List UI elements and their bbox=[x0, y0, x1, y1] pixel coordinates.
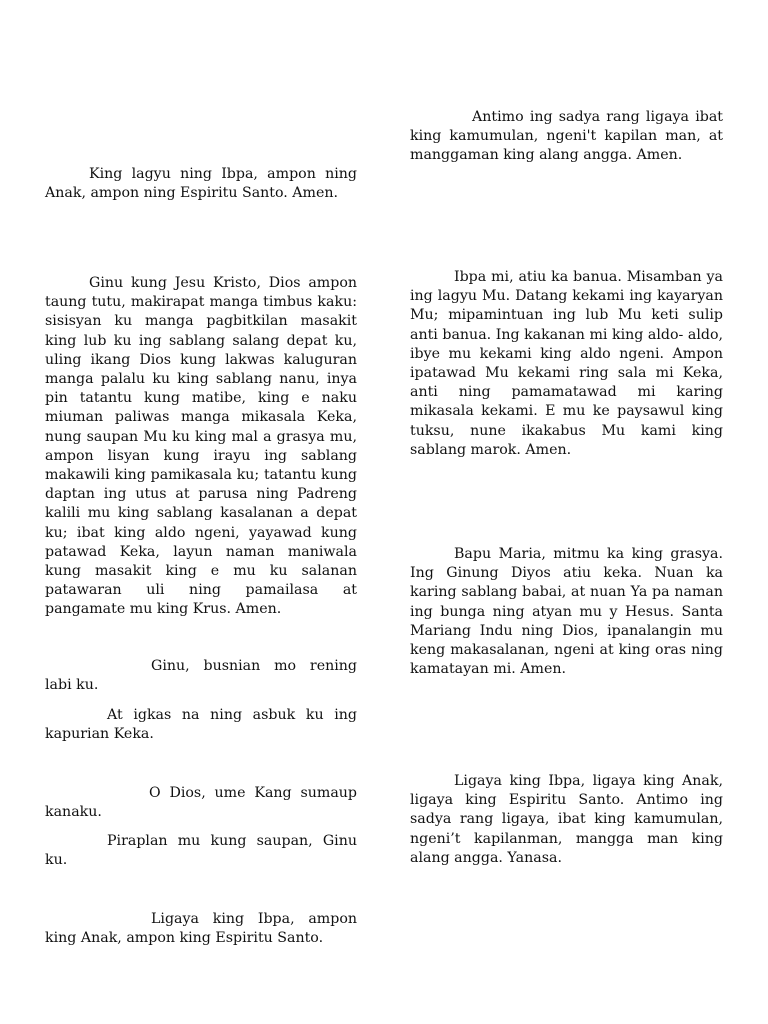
response-come-to-help: Piraplan mu kung saupan, Ginu ku. bbox=[45, 833, 357, 869]
glory-versicle: Ligaya king Ibpa, ampon king Anak, ampon king Espiritu Santo. bbox=[45, 911, 357, 947]
glory-be-prayer: Ligaya king Ibpa, ligaya king Anak, ligaya king Espiritu Santo. Antimo ing sadya rang ligaya, ibat king kamumulan, ngeni’t kapilanman, mangga man king alang angga. Yanasa. bbox=[410, 773, 723, 866]
our-father-prayer: Ibpa mi, atiu ka banua. Misamban ya ing lagyu Mu. Datang kekami ing kayaryan Mu; mipamintuan ing lub Mu keti sulip anti banua. Ing kakanan mi king aldo- aldo, ibye mu kekami king aldo ngeni. Ampon ipatawad Mu kekami ring sala mi Keka, anti ning pamamatawad mi karing mikasala kekami. E mu ke paysawul king tuksu, nune ikakabus Mu kami king sablang marok. Amen. bbox=[410, 269, 723, 458]
act-of-contrition-prayer: Ginu kung Jesu Kristo, Dios ampon taung tutu, makirapat manga timbus kaku: sisisyan ku manga pagbitkilan masakit king lub ku ing sablang salang depat ku, uling ikang Dios kung lakwas kaluguran manga palalu ku king sablang nanu, inya pin tatantu kung matibe, king e naku miuman paliwas manga mikasala Keka, nung saupan Mu ku king mal a grasya mu, ampon lisyan kung irayu ing sablang makawili king pamikasala ku; tatantu kung daptan ing utus at parusa ning Padreng kalili mu king sablang kasalanan a depat ku; ibat king aldo ngeni, yayawad kung patawad Keka, layun naman maniwala kung masakit king e mu ku salanan patawaran uli ning pamailasa at pangamate mu king Krus. Amen. bbox=[45, 275, 357, 618]
versicle-come-to-help: O Dios, ume Kang sumaup kanaku. bbox=[45, 785, 357, 821]
hail-mary-prayer: Bapu Maria, mitmu ka king grasya. Ing Ginung Diyos atiu keka. Nuan ka karing sablang babai, at nuan Ya pa naman ing bunga ning atyan mu y Hesus. Santa Mariang Indu ning Dios, ipanalangin mu keng makasalanan, ngeni at king oras ning kamatayan mi. Amen. bbox=[410, 546, 723, 678]
sign-of-the-cross-prayer: King lagyu ning Ibpa, ampon ning Anak, ampon ning Espiritu Santo. Amen. bbox=[45, 166, 357, 202]
versicle-open-my-lips: Ginu, busnian mo rening labi ku. bbox=[45, 658, 357, 694]
response-open-my-lips: At igkas na ning asbuk ku ing kapurian Keka. bbox=[45, 707, 357, 743]
glory-response: Antimo ing sadya rang ligaya ibat king kamumulan, ngeni't kapilan man, at manggaman king alang angga. Amen. bbox=[410, 109, 723, 164]
